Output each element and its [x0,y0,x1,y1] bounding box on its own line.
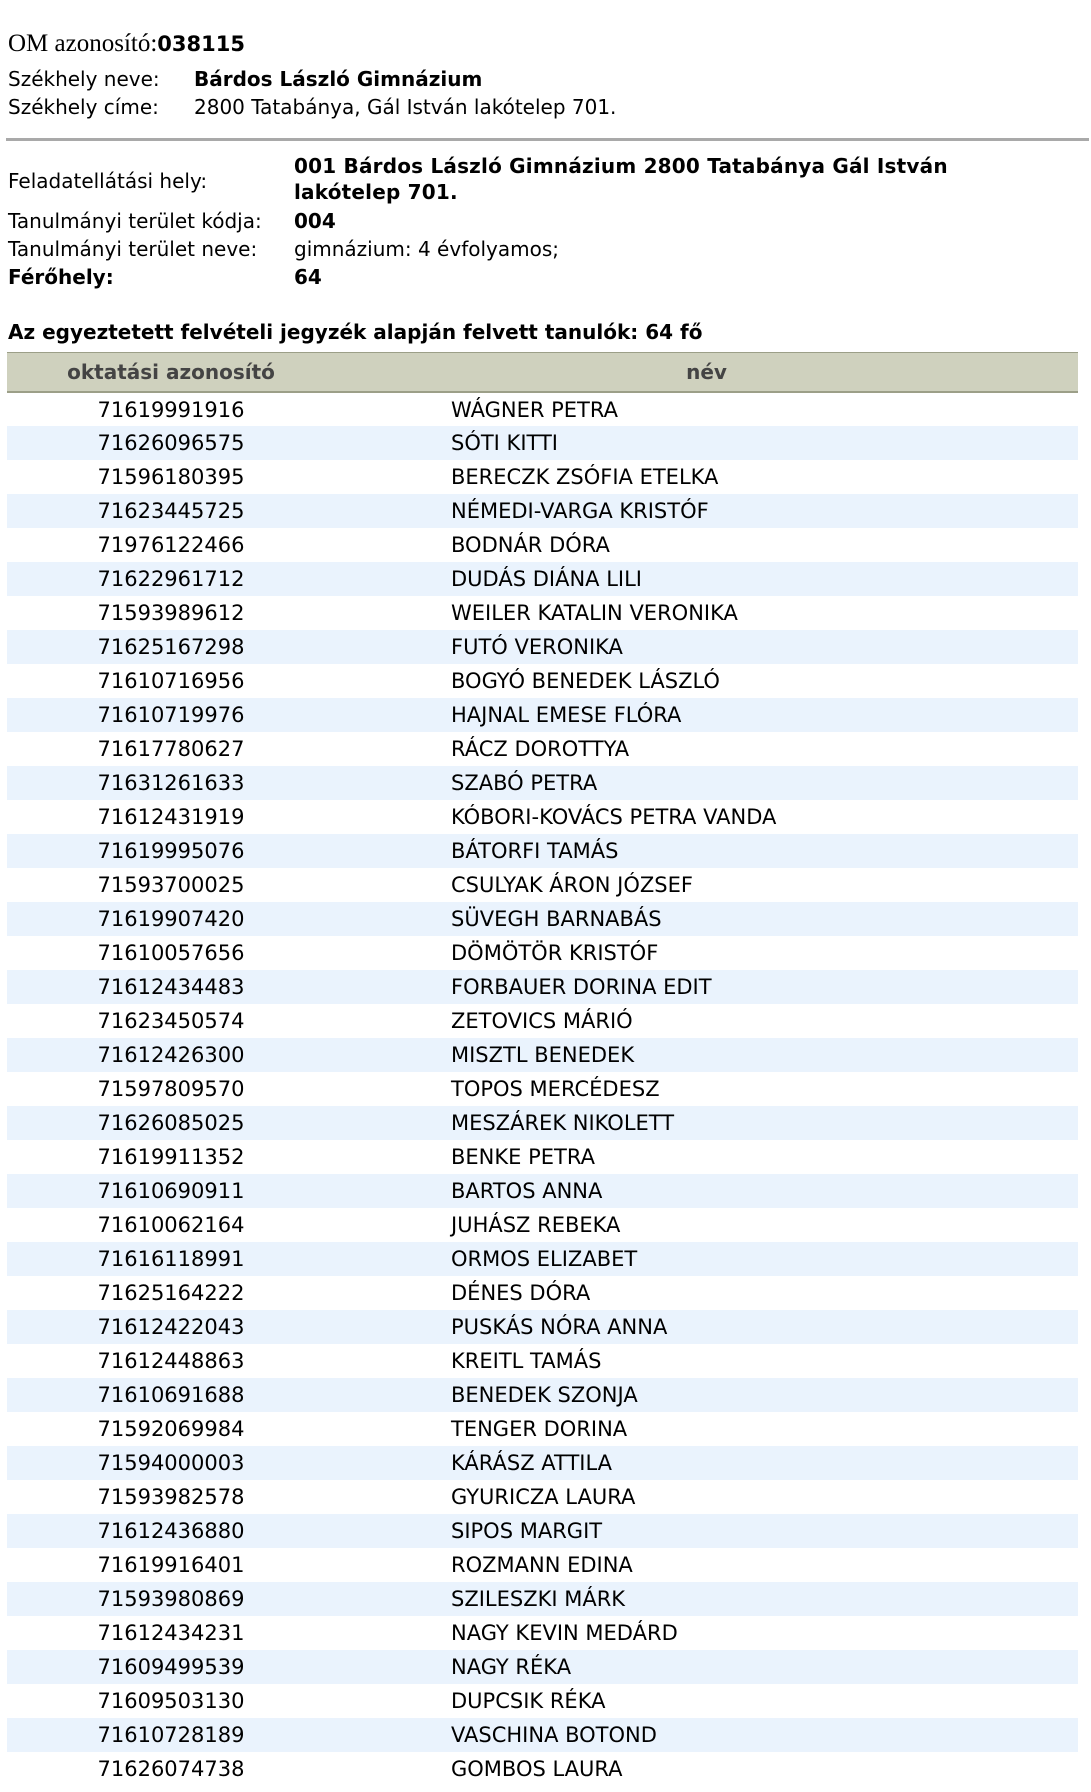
student-name-cell: BÁTORFI TAMÁS [451,839,619,863]
area-code-line [8,208,336,234]
table-row [7,494,1078,528]
education-id-cell: 71593989612 [97,601,245,625]
table-row [7,1514,1078,1548]
education-id-cell: 71623450574 [97,1009,245,1033]
student-name-cell: SIPOS MARGIT [451,1519,603,1543]
student-name-cell: HAJNAL EMESE FLÓRA [451,703,682,727]
education-id-cell: 71619916401 [97,1553,245,1577]
area-code-label: Tanulmányi terület kódja: [8,209,262,233]
education-id-cell: 71625167298 [97,635,245,659]
area-name-value: gimnázium: 4 évfolyamos; [294,237,559,261]
education-id-cell: 71610691688 [97,1383,245,1407]
table-row [7,970,1078,1004]
education-id-cell: 71610057656 [97,941,245,965]
education-id-cell: 71612434231 [97,1621,245,1645]
table-row [7,1344,1078,1378]
education-id-cell: 71609499539 [97,1655,245,1679]
table-row [7,1480,1078,1514]
education-id-cell: 71593980869 [97,1587,245,1611]
education-id-cell: 71612436880 [97,1519,245,1543]
table-row [7,766,1078,800]
education-id-cell: 71597809570 [97,1077,245,1101]
table-row [7,1616,1078,1650]
header-divider [6,138,1089,141]
education-id-cell: 71625164222 [97,1281,245,1305]
site-line [8,153,1068,209]
table-row [7,1718,1078,1752]
education-id-cell: 71976122466 [97,533,245,557]
table-row [7,1072,1078,1106]
student-name-cell: MISZTL BENEDEK [451,1043,635,1067]
education-id-cell: 71619907420 [97,907,245,931]
table-row [7,1412,1078,1446]
student-name-cell: DÖMÖTÖR KRISTÓF [451,941,659,965]
student-name-cell: JUHÁSZ REBEKA [451,1213,621,1237]
table-row [7,392,1078,426]
table-row [7,664,1078,698]
student-name-cell: KREITL TAMÁS [451,1349,602,1373]
education-id-cell: 71610690911 [97,1179,245,1203]
education-id-cell: 71594000003 [97,1451,245,1475]
area-name-line [8,236,559,262]
om-id-label: OM azonosító: [8,30,158,57]
table-row [7,1446,1078,1480]
table-row [7,1752,1078,1786]
table-row [7,1242,1078,1276]
seat-address-label: Székhely címe: [8,95,159,119]
table-row [7,596,1078,630]
student-name-cell: SÓTI KITTI [451,431,558,455]
education-id-cell: 71622961712 [97,567,245,591]
column-header-education-id: oktatási azonosító [7,353,335,393]
student-name-cell: SZABÓ PETRA [451,771,598,795]
students-table [7,352,1078,1786]
student-name-cell: VASCHINA BOTOND [451,1723,657,1747]
education-id-cell: 71612422043 [97,1315,245,1339]
table-row [7,698,1078,732]
table-header-row [7,353,1078,393]
seat-address-value: 2800 Tatabánya, Gál István lakótelep 701. [194,95,617,119]
student-name-cell: NAGY RÉKA [451,1655,572,1679]
capacity-value: 64 [294,265,322,289]
table-row [7,562,1078,596]
student-name-cell: KÓBORI-KOVÁCS PETRA VANDA [451,805,777,829]
student-name-cell: BENEDEK SZONJA [451,1383,638,1407]
education-id-cell: 71609503130 [97,1689,245,1713]
student-name-cell: WÁGNER PETRA [451,397,618,422]
capacity-label: Férőhely: [8,265,114,289]
student-name-cell: NÉMEDI-VARGA KRISTÓF [451,499,709,523]
student-name-cell: BARTOS ANNA [451,1179,603,1203]
education-id-cell: 71619995076 [97,839,245,863]
education-id-cell: 71610719976 [97,703,245,727]
student-name-cell: NAGY KEVIN MEDÁRD [451,1621,678,1645]
student-name-cell: BODNÁR DÓRA [451,533,610,557]
education-id-cell: 71619991916 [97,397,245,422]
student-name-cell: GYURICZA LAURA [451,1485,636,1509]
student-name-cell: KÁRÁSZ ATTILA [451,1451,613,1475]
student-name-cell: TENGER DORINA [451,1417,628,1441]
education-id-cell: 71610716956 [97,669,245,693]
table-row [7,1140,1078,1174]
education-id-cell: 71616118991 [97,1247,245,1271]
student-name-cell: CSULYAK ÁRON JÓZSEF [451,873,693,897]
education-id-cell: 71626085025 [97,1111,245,1135]
education-id-cell: 71610062164 [97,1213,245,1237]
om-id-line [8,30,245,66]
table-row [7,630,1078,664]
education-id-cell: 71612426300 [97,1043,245,1067]
student-name-cell: TOPOS MERCÉDESZ [451,1077,660,1101]
area-code-value: 004 [294,209,336,233]
table-body [7,392,1078,1786]
seat-name-value: Bárdos László Gimnázium [194,67,483,91]
student-name-cell: DUDÁS DIÁNA LILI [451,567,642,591]
table-row [7,1548,1078,1582]
student-name-cell: SÜVEGH BARNABÁS [451,907,662,931]
student-name-cell: WEILER KATALIN VERONIKA [451,601,738,625]
education-id-cell: 71593700025 [97,873,245,897]
column-header-name: név [335,353,1078,393]
table-row [7,1174,1078,1208]
student-name-cell: DUPCSIK RÉKA [451,1689,606,1713]
education-id-cell: 71623445725 [97,499,245,523]
table-row [7,528,1078,562]
education-id-cell: 71626074738 [97,1757,245,1781]
student-name-cell: GOMBOS LAURA [451,1757,623,1781]
table-row [7,1650,1078,1684]
table-row [7,902,1078,936]
list-caption: Az egyeztetett felvételi jegyzék alapján felvett tanulók: 64 fő [8,320,703,344]
om-id-value: 038115 [157,32,245,56]
student-name-cell: BERECZK ZSÓFIA ETELKA [451,465,719,489]
education-id-cell: 71619911352 [97,1145,245,1169]
education-id-cell: 71612434483 [97,975,245,999]
site-label: Feladatellátási hely: [8,169,208,193]
student-name-cell: BENKE PETRA [451,1145,595,1169]
table-row [7,1378,1078,1412]
student-name-cell: RÁCZ DOROTTYA [451,737,630,761]
capacity-line [8,264,322,290]
education-id-cell: 71612431919 [97,805,245,829]
table-row [7,800,1078,834]
student-name-cell: FORBAUER DORINA EDIT [451,975,712,999]
table-row [7,1208,1078,1242]
student-name-cell: BOGYÓ BENEDEK LÁSZLÓ [451,669,720,693]
table-row [7,1310,1078,1344]
education-id-cell: 71617780627 [97,737,245,761]
education-id-cell: 71626096575 [97,431,245,455]
seat-name-line [8,66,482,92]
education-id-cell: 71596180395 [97,465,245,489]
student-name-cell: FUTÓ VERONIKA [451,635,623,659]
table-row [7,732,1078,766]
student-name-cell: ZETOVICS MÁRIÓ [451,1009,633,1033]
seat-name-label: Székhely neve: [8,67,160,91]
student-name-cell: ROZMANN EDINA [451,1553,633,1577]
student-name-cell: PUSKÁS NÓRA ANNA [451,1315,668,1339]
table-row [7,936,1078,970]
table-row [7,868,1078,902]
table-row [7,834,1078,868]
education-id-cell: 71631261633 [97,771,245,795]
seat-address-line [8,94,616,120]
student-name-cell: SZILESZKI MÁRK [451,1587,626,1611]
student-name-cell: MESZÁREK NIKOLETT [451,1111,675,1135]
table-row [7,1684,1078,1718]
table-row [7,426,1078,460]
education-id-cell: 71593982578 [97,1485,245,1509]
area-name-label: Tanulmányi terület neve: [8,237,258,261]
site-value: 001 Bárdos László Gimnázium 2800 Tatabánya Gál István lakótelep 701. [294,154,948,204]
table-row [7,1276,1078,1310]
student-name-cell: DÉNES DÓRA [451,1281,591,1305]
table-row [7,1582,1078,1616]
student-name-cell: ORMOS ELIZABET [451,1247,638,1271]
education-id-cell: 71592069984 [97,1417,245,1441]
education-id-cell: 71612448863 [97,1349,245,1373]
table-row [7,1106,1078,1140]
education-id-cell: 71610728189 [97,1723,245,1747]
table-row [7,1038,1078,1072]
table-row [7,1004,1078,1038]
table-row [7,460,1078,494]
